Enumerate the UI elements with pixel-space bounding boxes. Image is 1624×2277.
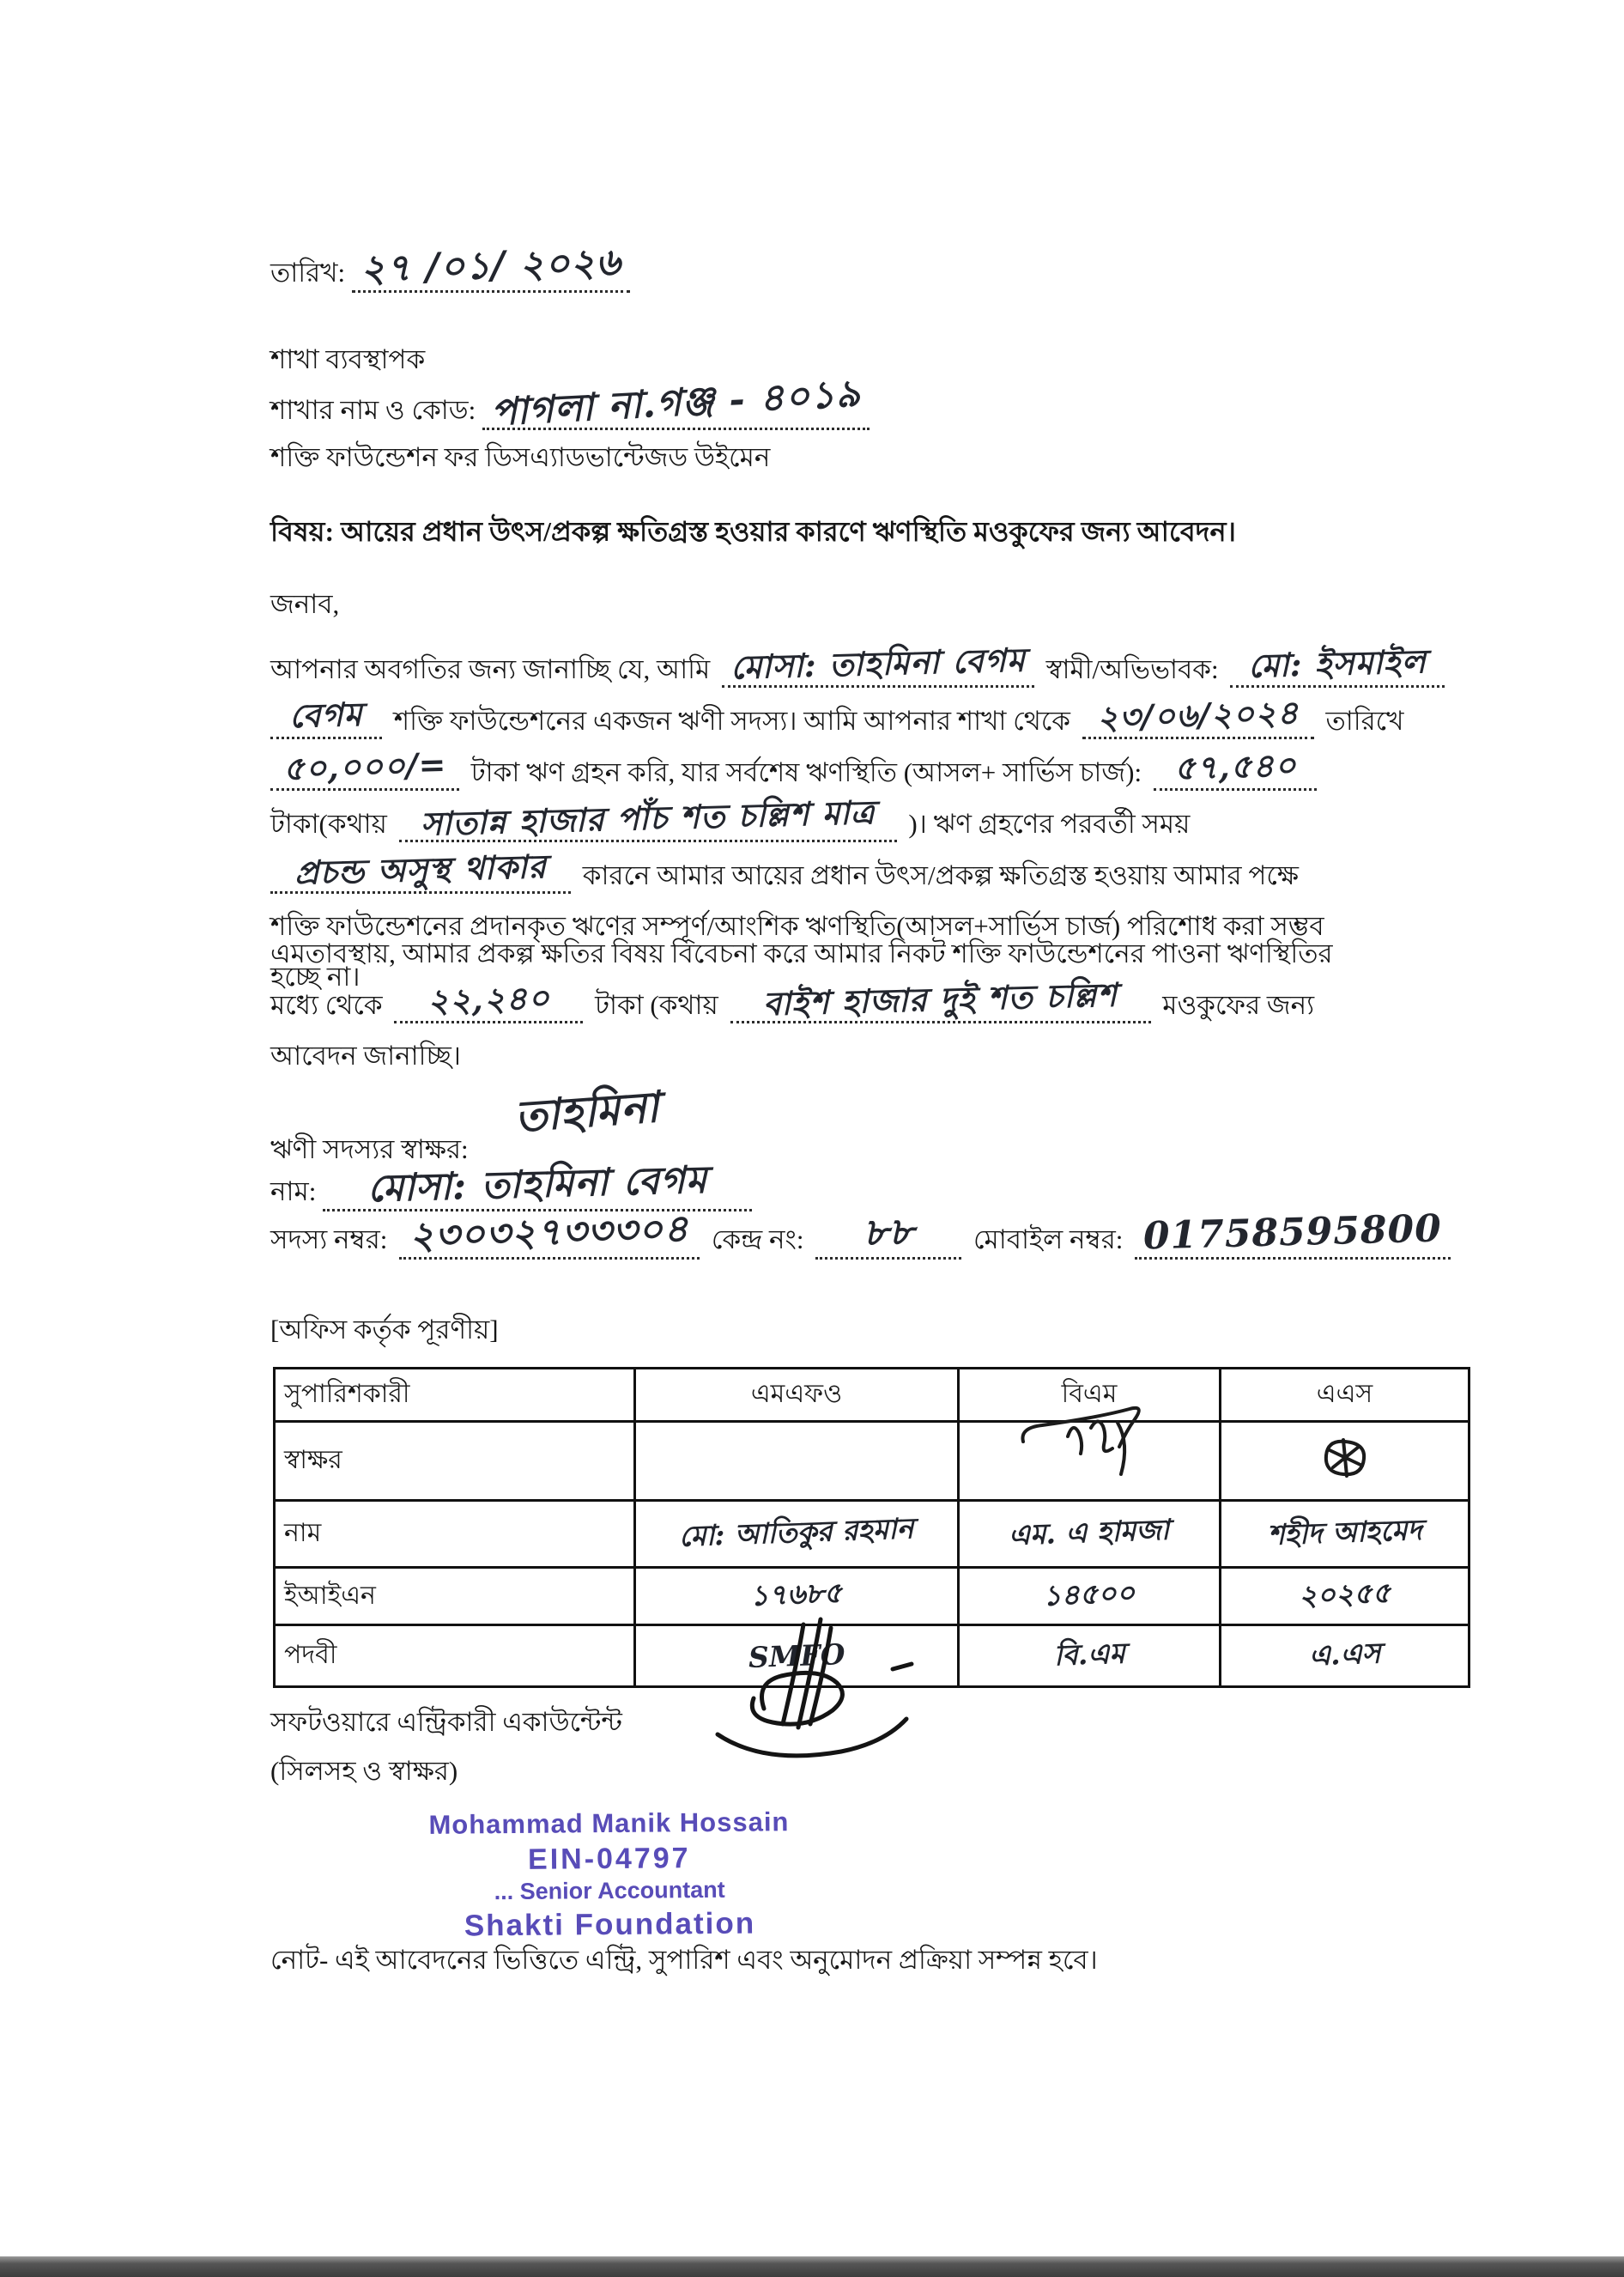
header-bm: বিএম <box>959 1369 1221 1422</box>
accountant-signature-scribble <box>635 1614 927 1786</box>
waiver-amount-blank <box>394 977 583 1023</box>
member-name-line <box>270 1157 752 1211</box>
designation-bm-cell <box>959 1625 1221 1687</box>
waiver-words-blank <box>730 975 1151 1023</box>
seal-label-line <box>270 1753 458 1789</box>
p1-line5-text: কারনে আমার আয়ের প্রধান উৎস/প্রকল্প ক্ষতিগ্রস্ত হওয়ায় আমার পক্ষে <box>582 860 1299 890</box>
name-as-handwritten: শহীদ আহমেদ <box>1266 1512 1422 1551</box>
sign-bm-cell <box>959 1422 1221 1501</box>
date-label: তারিখ: <box>270 258 346 288</box>
p1-line1 <box>270 640 1489 688</box>
office-section-label <box>270 1312 499 1348</box>
salutation-line <box>270 586 339 622</box>
mobile-no-label: মোবাইল নম্বর: <box>973 1224 1124 1254</box>
table-header-row <box>275 1369 1469 1422</box>
ein-mfo-handwritten: ১৭৬৮৫ <box>749 1576 844 1612</box>
note-text: নোট- এই আবেদনের ভিত্তিতে এন্ট্রি, সুপারিশ এবং অনুমোদন প্রক্রিয়া সম্পন্ন হবে। <box>270 1945 1098 1975</box>
stamp-name: Mohammad Manik Hossain <box>428 1806 790 1840</box>
date-blank <box>352 240 630 293</box>
mobile-no-handwritten: 01758595800 <box>1142 1206 1443 1259</box>
cause-handwritten: প্রচন্ড অসুস্থ থাকার <box>294 847 548 892</box>
mobile-no-blank <box>1135 1206 1451 1260</box>
outstanding-amount-blank <box>1154 745 1317 791</box>
note-line <box>270 1942 1098 1978</box>
subject-line <box>270 513 1236 550</box>
loan-amount-handwritten: ৫০,০০০/= <box>282 744 447 788</box>
member-no-label: সদস্য নম্বর: <box>270 1224 388 1254</box>
p1-line2-text-b: তারিখে <box>1325 706 1404 736</box>
p2-line2-text-c: মওকুফের জন্য <box>1162 989 1315 1020</box>
name-mfo-cell <box>635 1501 959 1568</box>
table-signature-row <box>275 1422 1469 1501</box>
subject-text: বিষয়: আয়ের প্রধান উৎস/প্রকল্প ক্ষতিগ্রস্ত হওয়ার কারণে ঋণস্থিতি মওকুফের জন্য আবেদন। <box>270 516 1237 547</box>
loan-date-blank <box>1082 692 1314 739</box>
designation-row-label: পদবী <box>275 1625 635 1687</box>
waiver-words-handwritten: বাইশ হাজার দুই শত চল্লিশ <box>762 975 1118 1023</box>
p2-line3-text: আবেদন জানাচ্ছি। <box>270 1040 461 1071</box>
branch-blank <box>482 371 870 435</box>
seal-label: (সিলসহ ও স্বাক্ষর) <box>270 1756 458 1786</box>
cause-blank <box>270 847 571 894</box>
sign-row-label: স্বাক্ষর <box>275 1422 635 1501</box>
table-name-row <box>275 1501 1469 1568</box>
loan-date-handwritten: ২৩/০৬/২০২৪ <box>1096 692 1300 738</box>
stamp-ein: EIN-04797 <box>527 1841 691 1876</box>
sign-as-cell <box>1221 1422 1469 1501</box>
p1-line7-text: হচ্ছে না। <box>270 961 361 992</box>
branch-line <box>270 371 870 435</box>
center-no-handwritten: ৮৮ <box>863 1210 915 1255</box>
bm-signature-scribble <box>1016 1397 1162 1491</box>
guardian-name-handwritten: মো: ইসমাইল <box>1247 641 1427 685</box>
p1-line3-text-a: টাকা ঋণ গ্রহন করি, যার সর্বশেষ ঋণস্থিতি (আসল+ সার্ভিস চার্জ): <box>470 757 1142 787</box>
guardian-name-blank <box>1230 641 1445 688</box>
designation-mfo-handwritten: SMFO <box>748 1637 845 1674</box>
recipient-title: শাখা ব্যবস্থাপক <box>270 344 426 374</box>
stamp-org: Shakti Foundation <box>464 1906 756 1943</box>
scan-edge-artifact <box>0 2256 1624 2277</box>
member-name-value-handwritten: মোসা: তাহমিনা বেগম <box>367 1157 708 1211</box>
name-bm-handwritten: এম. এ হামজা <box>1008 1512 1171 1551</box>
org-line <box>270 440 770 476</box>
recipient-line <box>270 342 425 378</box>
header-mfo: এমএফও <box>635 1369 959 1422</box>
date-line <box>270 240 630 293</box>
designation-bm-handwritten: বি.এম <box>1052 1636 1125 1672</box>
member-signature <box>512 1081 662 1155</box>
center-no-label: কেন্দ্র নং: <box>711 1224 804 1254</box>
member-numbers-line <box>270 1206 1456 1260</box>
ein-as-cell <box>1221 1568 1469 1625</box>
p1-line1-text-a: আপনার অবগতির জন্য জানাচ্ছি যে, আমি <box>270 654 711 684</box>
designation-as-handwritten: এ.এস <box>1308 1636 1381 1672</box>
office-section-label-text: [অফিস কর্তৃক পূরণীয়] <box>270 1315 499 1345</box>
p1-line4-text-b: )। ঋণ গ্রহণের পরবর্তী সময় <box>908 809 1191 839</box>
outstanding-words-handwritten: সাতান্ন হাজার পাঁচ শত চল্লিশ মাত্র <box>420 792 876 843</box>
name-row-label: নাম <box>275 1501 635 1568</box>
member-name-label: নাম: <box>270 1176 317 1206</box>
p1-line1-text-b: স্বামী/অভিভাবক: <box>1045 654 1219 684</box>
member-name-handwritten: মোসা: তাহমিনা বেগম <box>730 640 1027 687</box>
p2-line1 <box>270 936 1489 972</box>
name-as-cell <box>1221 1501 1469 1568</box>
member-signature-label: ঋণী সদস্যর স্বাক্ষর: <box>270 1134 469 1164</box>
ein-bm-cell <box>959 1568 1221 1625</box>
name-bm-cell <box>959 1501 1221 1568</box>
p1-line2 <box>270 692 1489 739</box>
as-signature-scribble <box>1318 1436 1373 1481</box>
outstanding-words-blank <box>399 792 897 843</box>
outstanding-amount-handwritten: ৫৭,৫৪০ <box>1173 745 1297 787</box>
p1-line3 <box>270 744 1489 791</box>
stamp-title: ... Senior Accountant <box>494 1877 725 1905</box>
name-overflow-blank <box>270 694 382 739</box>
p1-line5 <box>270 847 1489 894</box>
name-overflow-handwritten: বেগম <box>288 694 364 736</box>
waiver-amount-handwritten: ২২,২৪০ <box>427 977 551 1020</box>
member-no-handwritten: ২৩০৩২৭৩৩৩০৪ <box>409 1206 690 1259</box>
p2-line2-text-a: মধ্যে থেকে <box>270 989 383 1020</box>
p1-line2-text-a: শক্তি ফাউন্ডেশনের একজন ঋণী সদস্য। আমি আপনার শাখা থেকে <box>393 706 1070 736</box>
p2-line2-text-b: টাকা (কথায় <box>595 989 718 1020</box>
salutation-text: জনাব, <box>270 589 340 619</box>
header-as: এএস <box>1221 1369 1469 1422</box>
header-recommender: সুপারিশকারী <box>275 1369 635 1422</box>
branch-label: শাখার নাম ও কোড: <box>270 395 476 425</box>
body-paragraph-2 <box>270 936 1489 1089</box>
member-no-blank <box>399 1206 700 1260</box>
ein-as-handwritten: ২০২৫৫ <box>1298 1576 1391 1612</box>
p1-line4-text-a: টাকা(কথায় <box>270 809 387 839</box>
date-value-handwritten: ২৭ /০১/ ২০২৬ <box>360 240 622 291</box>
p2-line3 <box>270 1038 1489 1074</box>
member-signature-label-line <box>270 1132 469 1168</box>
sign-mfo-cell <box>635 1422 959 1501</box>
ein-row-label: ইআইএন <box>275 1568 635 1625</box>
loan-amount-blank <box>270 744 459 791</box>
accountant-label-line <box>270 1704 622 1740</box>
p2-line1-text: এমতাবস্থায়, আমার প্রকল্প ক্ষতির বিষয় বিবেচনা করে আমার নিকট শক্তি ফাউন্ডেশনের পাওনা ঋণস্থিতির <box>270 938 1333 968</box>
designation-as-cell <box>1221 1625 1469 1687</box>
accountant-label: সফটওয়ারে এন্ট্রিকারী একাউন্টেন্ট <box>270 1707 622 1737</box>
org-name: শক্তি ফাউন্ডেশন ফর ডিসএ্যাডভান্টেজড উইমেন <box>270 442 771 472</box>
member-name-value-blank <box>323 1157 752 1211</box>
center-no-blank <box>815 1210 961 1260</box>
rubber-stamp <box>342 1805 876 1946</box>
member-name-blank <box>722 640 1034 688</box>
branch-value-handwritten: পাগলা না.গঞ্জ - ৪০১৯ <box>489 371 863 435</box>
member-signature-handwritten: তাহমিনা <box>512 1081 662 1142</box>
p1-line6-text: শক্তি ফাউন্ডেশনের প্রদানকৃত ঋণের সম্পূর্ণ/আংশিক ঋণস্থিতি(আসল+সার্ভিস চার্জ) পরিশোধ করা সম্ভব <box>270 911 1324 941</box>
ein-bm-handwritten: ১৪৫০০ <box>1042 1576 1136 1612</box>
name-mfo-handwritten: মো: আতিকুর রহমান <box>678 1510 915 1553</box>
p1-line4 <box>270 792 1489 843</box>
